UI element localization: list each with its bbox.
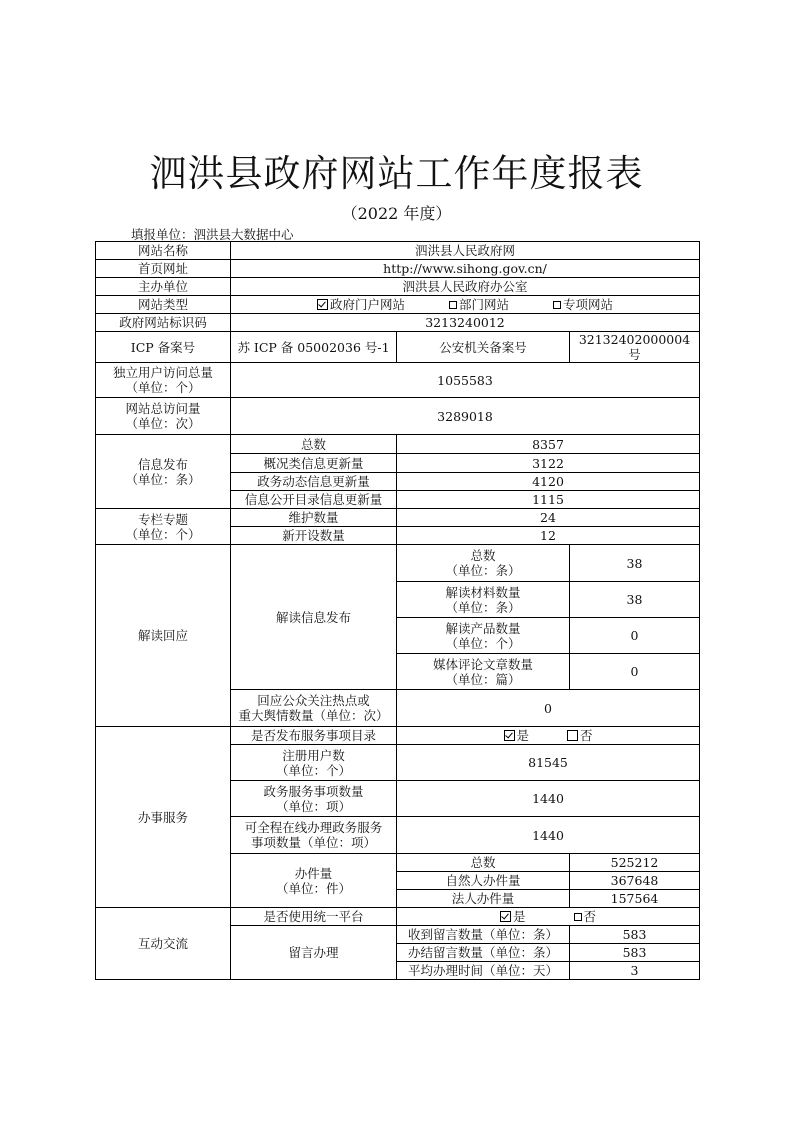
info-row-label: 政务动态信息更新量 — [231, 473, 397, 491]
online-value: 1440 — [397, 817, 700, 854]
interpret-row-label: 解读材料数量 （单位：条） — [397, 582, 570, 618]
info-row-label: 概况类信息更新量 — [231, 454, 397, 473]
interpret-row-value: 0 — [570, 618, 700, 654]
info-row-value: 1115 — [397, 491, 700, 509]
site-url-value: http://www.sihong.gov.cn/ — [231, 260, 700, 278]
items-value: 1440 — [397, 781, 700, 817]
report-title: 泗洪县政府网站工作年度报表 — [149, 152, 644, 195]
cases-row-label: 法人办件量 — [397, 890, 570, 908]
cases-row-label: 总数 — [397, 854, 570, 872]
table-row — [96, 260, 700, 278]
users-value: 81545 — [397, 745, 700, 781]
cases-row-value: 157564 — [570, 890, 700, 908]
info-row-label: 信息公开目录信息更新量 — [231, 491, 397, 509]
hot-value: 0 — [397, 690, 700, 727]
table-row — [96, 727, 700, 745]
column-label: 专栏专题 （单位：个） — [96, 509, 231, 545]
table-row — [96, 296, 700, 314]
interpret-label: 解读回应 — [96, 545, 231, 727]
site-type-option: 部门网站 — [449, 297, 509, 312]
site-type-options — [231, 296, 700, 314]
table-row — [96, 242, 700, 260]
msg-row-value: 3 — [570, 962, 700, 980]
column-row-label: 新开设数量 — [231, 527, 397, 545]
cases-row-value: 367648 — [570, 872, 700, 890]
report-table — [95, 241, 700, 980]
site-type-label: 网站类型 — [96, 296, 231, 314]
site-name-value: 泗洪县人民政府网 — [231, 242, 700, 260]
table-row — [96, 278, 700, 296]
no-option: 否 — [574, 909, 597, 924]
table-row — [96, 509, 700, 527]
empty-box-icon — [567, 730, 578, 741]
hot-label: 回应公众关注热点或 重大舆情数量（单位：次） — [231, 690, 397, 727]
info-row-value: 3122 — [397, 454, 700, 473]
checked-box-icon — [504, 730, 515, 741]
site-name-label: 网站名称 — [96, 242, 231, 260]
msg-row-value: 583 — [570, 926, 700, 944]
table-row — [96, 545, 700, 582]
empty-box-icon — [574, 913, 582, 921]
platform-label: 是否使用统一平台 — [231, 908, 397, 926]
pv-value: 3289018 — [231, 398, 700, 435]
empty-box-icon — [449, 301, 457, 309]
cases-row-value: 525212 — [570, 854, 700, 872]
interpret-sub-label: 解读信息发布 — [231, 545, 397, 690]
interpret-row-label: 总数 （单位：条） — [397, 545, 570, 582]
msg-row-label: 平均办理时间（单位：天） — [397, 962, 570, 980]
info-row-value: 8357 — [397, 435, 700, 454]
column-row-label: 维护数量 — [231, 509, 397, 527]
uv-value: 1055583 — [231, 363, 700, 398]
table-row — [96, 332, 700, 363]
column-row-value: 24 — [397, 509, 700, 527]
filler-unit: 填报单位：泗洪县大数据中心 — [131, 227, 294, 242]
pv-label: 网站总访问量 （单位：次） — [96, 398, 231, 435]
empty-box-icon — [553, 301, 561, 309]
police-value: 32132402000004 号 — [570, 332, 700, 363]
site-url-label: 首页网址 — [96, 260, 231, 278]
icp-label: ICP 备案号 — [96, 332, 231, 363]
site-code-value: 3213240012 — [231, 314, 700, 332]
msg-row-label: 收到留言数量（单位：条） — [397, 926, 570, 944]
sponsor-label: 主办单位 — [96, 278, 231, 296]
cases-label: 办件量 （单位：件） — [231, 854, 397, 908]
service-label: 办事服务 — [96, 727, 231, 908]
site-code-label: 政府网站标识码 — [96, 314, 231, 332]
site-type-option: 政府门户网站 — [317, 297, 405, 312]
cases-row-label: 自然人办件量 — [397, 872, 570, 890]
column-row-value: 12 — [397, 527, 700, 545]
interpret-row-label: 媒体评论文章数量 （单位：篇） — [397, 654, 570, 690]
checked-box-icon — [317, 299, 328, 310]
uv-label: 独立用户访问总量 （单位：个） — [96, 363, 231, 398]
yes-option: 是 — [504, 728, 530, 743]
table-row — [96, 363, 700, 398]
table-row — [96, 314, 700, 332]
items-label: 政务服务事项数量 （单位：项） — [231, 781, 397, 817]
report-year: （2022 年度） — [341, 204, 452, 223]
interpret-row-label: 解读产品数量 （单位：个） — [397, 618, 570, 654]
interact-label: 互动交流 — [96, 908, 231, 980]
info-label: 信息发布 （单位：条） — [96, 435, 231, 509]
msg-label: 留言办理 — [231, 926, 397, 980]
msg-row-label: 办结留言数量（单位：条） — [397, 944, 570, 962]
catalog-label: 是否发布服务事项目录 — [231, 727, 397, 745]
interpret-row-value: 0 — [570, 654, 700, 690]
table-row — [96, 908, 700, 926]
table-row — [96, 398, 700, 435]
site-type-option: 专项网站 — [553, 297, 613, 312]
table-row — [96, 435, 700, 454]
icp-value: 苏 ICP 备 05002036 号-1 — [231, 332, 397, 363]
platform-options — [397, 908, 700, 926]
checked-box-icon — [500, 911, 511, 922]
info-row-label: 总数 — [231, 435, 397, 454]
interpret-row-value: 38 — [570, 582, 700, 618]
msg-row-value: 583 — [570, 944, 700, 962]
info-row-value: 4120 — [397, 473, 700, 491]
online-label: 可全程在线办理政务服务 事项数量（单位：项） — [231, 817, 397, 854]
catalog-options — [397, 727, 700, 745]
police-label: 公安机关备案号 — [397, 332, 570, 363]
no-option: 否 — [567, 728, 593, 743]
users-label: 注册用户数 （单位：个） — [231, 745, 397, 781]
sponsor-value: 泗洪县人民政府办公室 — [231, 278, 700, 296]
yes-option: 是 — [500, 909, 526, 924]
interpret-row-value: 38 — [570, 545, 700, 582]
